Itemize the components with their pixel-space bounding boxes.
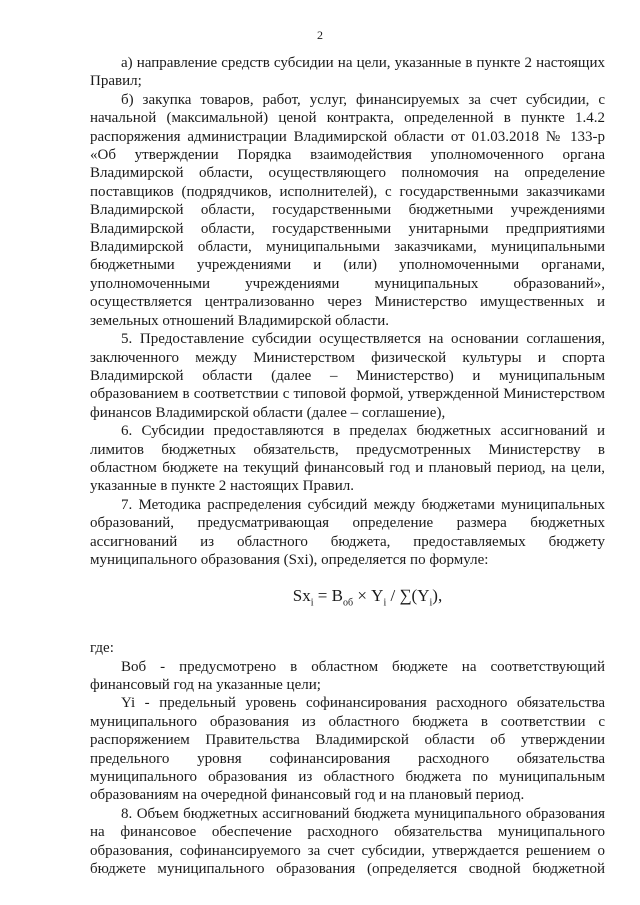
text-line: 8. Объем бюджетных ассигнований бюджета муниципального образования: [121, 805, 605, 822]
paragraph-yi: [90, 694, 605, 804]
text-line: финансов Владимирской области (далее – соглашение),: [90, 404, 446, 421]
text-line: Владимирской области, государственными бюджетными учреждениями: [90, 202, 605, 219]
text-line: областном бюджете на текущий финансовый год и плановый период, на цели,: [90, 459, 605, 476]
text-line: бюджетными учреждениями и (или) уполномоченными органами,: [90, 257, 605, 274]
text-line: Yi - предельный уровень софинансирования расходного обязательства: [121, 695, 605, 712]
text-line: муниципального образования (Sxi), определяется по формуле:: [90, 551, 489, 568]
text-line: образований, предусматривающая определение размера бюджетных: [90, 515, 605, 532]
text-line: Владимирской области (далее – Министерство) и муниципальным: [90, 367, 605, 384]
text-line: муниципального образования из областного бюджета по муниципальным: [90, 769, 605, 786]
text-line: 7. Методика распределения субсидий между бюджетами муниципальных: [121, 496, 605, 513]
text-line: указанные в пункте 2 настоящих Правил.: [90, 478, 355, 495]
text-line: начальной (максимальной) ценой контракта, определенной в пункте 1.4.2: [90, 110, 605, 127]
text-line: образованием в соответствии с типовой формой, утвержденной Министерством: [90, 386, 605, 403]
text-line: на финансовое обеспечение расходного обязательства муниципального: [90, 824, 605, 841]
paragraph-6: [90, 422, 605, 496]
text-line: земельных отношений Владимирской области.: [90, 312, 390, 329]
text-line: ассигнований из областного бюджета, предоставляемых бюджету: [90, 533, 605, 550]
paragraph-5: [90, 330, 605, 422]
formula: $Sx_i = B_{об} \times Y_i / \sum(Y_i)$,: [292, 586, 443, 609]
document-body: [90, 54, 605, 878]
text-line: Владимирской области, государственными унитарными предприятиями: [90, 220, 605, 237]
paragraph-where: [90, 639, 605, 657]
text-line: Владимирской области, муниципальными заказчиками, муниципальными: [90, 239, 605, 256]
text-line: распоряжением Правительства Владимирской области об утверждении: [90, 732, 605, 749]
paragraph-7: [90, 496, 605, 570]
text-line: осуществляется централизованно через Министерство имущественных и: [90, 294, 605, 311]
paragraph-8: [90, 805, 605, 879]
paragraph-a: [90, 54, 605, 91]
text-line: финансовый год на указанные цели;: [90, 676, 321, 693]
text-line: муниципального образования из областного бюджета в соответствии с: [90, 713, 605, 730]
text-line: Воб - предусмотрено в областном бюджете на соответствующий: [121, 658, 605, 675]
text-line: уполномоченными учреждениями муниципальных образований»,: [90, 275, 605, 292]
text-line: Владимирской области, осуществляющего полномочия на определение: [90, 165, 605, 182]
text-line: бюджете муниципального образования (определяется сводной бюджетной: [90, 861, 605, 878]
text-line: «Об утверждении Порядка взаимодействия уполномоченного органа: [90, 147, 605, 164]
text-line: образованиям на очередной финансовый год и на плановый период.: [90, 787, 525, 804]
text-line: Правил;: [90, 73, 142, 90]
text-line: 5. Предоставление субсидии осуществляется на основании соглашения,: [121, 331, 605, 348]
text-line: где:: [90, 640, 114, 657]
text-line: 6. Субсидии предоставляются в пределах бюджетных ассигнований и: [121, 423, 605, 440]
text-line: б) закупка товаров, работ, услуг, финансируемых за счет субсидии, с: [121, 91, 605, 108]
text-line: лимитов бюджетных обязательств, предусмотренных Министерству в: [90, 441, 605, 458]
paragraph-b: [90, 91, 605, 330]
page-number: 2: [317, 28, 323, 42]
text-line: поставщиков (подрядчиков, исполнителей), с государственными заказчиками: [90, 183, 605, 200]
text-line: заключенного между Министерством физической культуры и спорта: [90, 349, 605, 366]
text-line: образования, софинансируемого за счет субсидии, утверждается решением о: [90, 842, 605, 859]
paragraph-vob: [90, 658, 605, 695]
text-line: предельного уровня софинансирования расходного обязательства: [90, 750, 605, 767]
text-line: распоряжения администрации Владимирской области от 01.03.2018 № 133-р: [90, 128, 605, 145]
text-line: а) направление средств субсидии на цели, указанные в пункте 2 настоящих: [121, 55, 605, 71]
